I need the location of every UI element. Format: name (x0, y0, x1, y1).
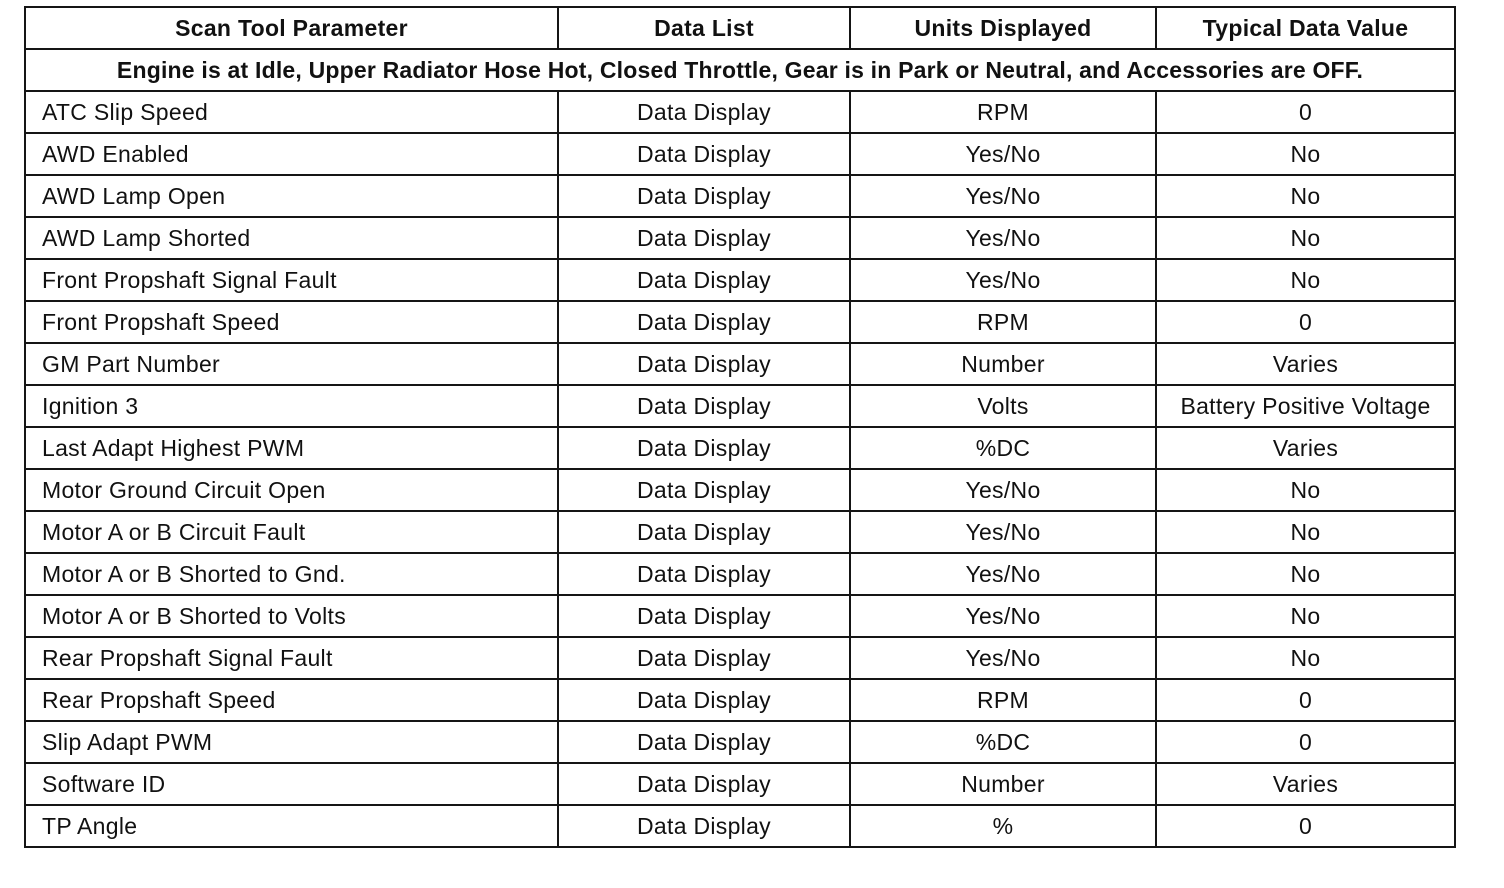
typical-value-cell: No (1156, 511, 1455, 553)
typical-value-cell: No (1156, 553, 1455, 595)
typical-value-cell: 0 (1156, 91, 1455, 133)
data-list-cell: Data Display (558, 721, 850, 763)
header-typical-data-value: Typical Data Value (1156, 7, 1455, 49)
data-list-cell: Data Display (558, 91, 850, 133)
typical-value-cell: Battery Positive Voltage (1156, 385, 1455, 427)
condition-row (25, 49, 1455, 91)
typical-value-cell: Varies (1156, 427, 1455, 469)
units-cell: Yes/No (850, 133, 1156, 175)
units-cell: Yes/No (850, 637, 1156, 679)
typical-value-cell: 0 (1156, 805, 1455, 847)
typical-value-cell: No (1156, 595, 1455, 637)
parameter-cell: Rear Propshaft Signal Fault (25, 637, 558, 679)
parameter-cell: Motor A or B Shorted to Volts (25, 595, 558, 637)
table-row (25, 385, 1455, 427)
table-row (25, 217, 1455, 259)
scan-tool-data-sheet (24, 6, 1454, 848)
units-cell: Yes/No (850, 553, 1156, 595)
data-list-cell: Data Display (558, 637, 850, 679)
data-list-cell: Data Display (558, 301, 850, 343)
table-body (25, 49, 1455, 847)
parameter-cell: TP Angle (25, 805, 558, 847)
data-list-cell: Data Display (558, 469, 850, 511)
header-row (25, 7, 1455, 49)
test-condition-note: Engine is at Idle, Upper Radiator Hose Hot, Closed Throttle, Gear is in Park or Neutral, and Accessories are OFF. (25, 49, 1455, 91)
table-row (25, 679, 1455, 721)
data-list-cell: Data Display (558, 343, 850, 385)
parameter-cell: AWD Enabled (25, 133, 558, 175)
units-cell: Yes/No (850, 595, 1156, 637)
data-list-cell: Data Display (558, 805, 850, 847)
table-row (25, 553, 1455, 595)
data-list-cell: Data Display (558, 133, 850, 175)
parameter-cell: GM Part Number (25, 343, 558, 385)
units-cell: % (850, 805, 1156, 847)
table-row (25, 343, 1455, 385)
typical-value-cell: No (1156, 217, 1455, 259)
data-list-cell: Data Display (558, 511, 850, 553)
typical-value-cell: No (1156, 175, 1455, 217)
parameter-cell: Motor Ground Circuit Open (25, 469, 558, 511)
data-list-cell: Data Display (558, 385, 850, 427)
units-cell: RPM (850, 91, 1156, 133)
header-data-list: Data List (558, 7, 850, 49)
typical-value-cell: 0 (1156, 721, 1455, 763)
typical-value-cell: No (1156, 637, 1455, 679)
units-cell: %DC (850, 427, 1156, 469)
table-row (25, 511, 1455, 553)
units-cell: Volts (850, 385, 1156, 427)
typical-value-cell: No (1156, 259, 1455, 301)
parameter-cell: ATC Slip Speed (25, 91, 558, 133)
data-list-cell: Data Display (558, 217, 850, 259)
data-list-cell: Data Display (558, 679, 850, 721)
table-row (25, 301, 1455, 343)
units-cell: Yes/No (850, 511, 1156, 553)
parameter-cell: Rear Propshaft Speed (25, 679, 558, 721)
typical-value-cell: 0 (1156, 679, 1455, 721)
table-row (25, 175, 1455, 217)
parameter-cell: Motor A or B Shorted to Gnd. (25, 553, 558, 595)
table-row (25, 91, 1455, 133)
table-row (25, 427, 1455, 469)
header-scan-tool-parameter: Scan Tool Parameter (25, 7, 558, 49)
table-row (25, 721, 1455, 763)
parameter-cell: AWD Lamp Open (25, 175, 558, 217)
table-row (25, 595, 1455, 637)
table-row (25, 133, 1455, 175)
table-row (25, 469, 1455, 511)
parameter-cell: Slip Adapt PWM (25, 721, 558, 763)
table-row (25, 259, 1455, 301)
table-row (25, 805, 1455, 847)
table-row (25, 763, 1455, 805)
parameter-cell: Software ID (25, 763, 558, 805)
units-cell: %DC (850, 721, 1156, 763)
units-cell: RPM (850, 679, 1156, 721)
parameter-cell: Front Propshaft Signal Fault (25, 259, 558, 301)
units-cell: Number (850, 763, 1156, 805)
parameter-cell: Ignition 3 (25, 385, 558, 427)
parameter-cell: Motor A or B Circuit Fault (25, 511, 558, 553)
units-cell: Number (850, 343, 1156, 385)
scan-tool-data-table (24, 6, 1456, 848)
parameter-cell: AWD Lamp Shorted (25, 217, 558, 259)
units-cell: Yes/No (850, 469, 1156, 511)
table-header (25, 7, 1455, 49)
header-units-displayed: Units Displayed (850, 7, 1156, 49)
typical-value-cell: 0 (1156, 301, 1455, 343)
data-list-cell: Data Display (558, 763, 850, 805)
units-cell: Yes/No (850, 259, 1156, 301)
data-list-cell: Data Display (558, 175, 850, 217)
typical-value-cell: No (1156, 133, 1455, 175)
data-list-cell: Data Display (558, 259, 850, 301)
typical-value-cell: Varies (1156, 763, 1455, 805)
parameter-cell: Last Adapt Highest PWM (25, 427, 558, 469)
parameter-cell: Front Propshaft Speed (25, 301, 558, 343)
units-cell: Yes/No (850, 175, 1156, 217)
units-cell: Yes/No (850, 217, 1156, 259)
data-list-cell: Data Display (558, 427, 850, 469)
typical-value-cell: Varies (1156, 343, 1455, 385)
data-list-cell: Data Display (558, 553, 850, 595)
typical-value-cell: No (1156, 469, 1455, 511)
table-row (25, 637, 1455, 679)
data-list-cell: Data Display (558, 595, 850, 637)
units-cell: RPM (850, 301, 1156, 343)
